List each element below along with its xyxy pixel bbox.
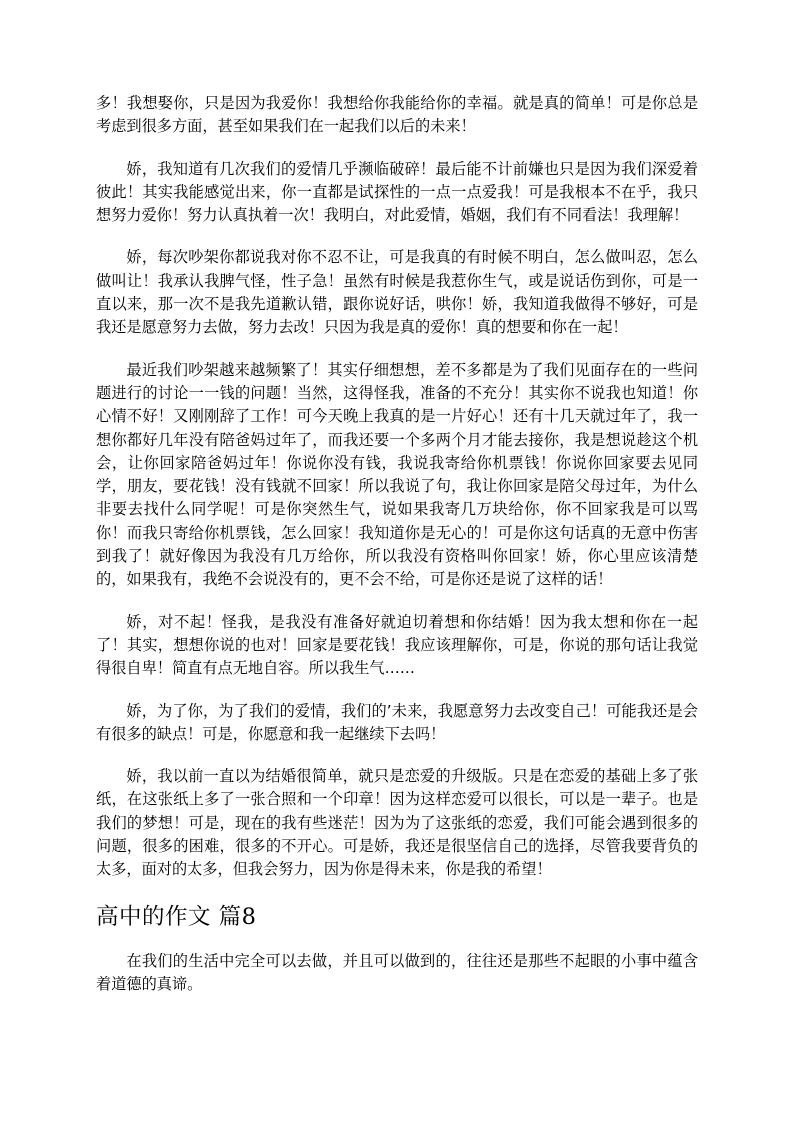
paragraph-2: 娇，我知道有几次我们的爱情几乎濒临破碎！最后能不计前嫌也只是因为我们深爱着彼此！其实我能感觉出来，你一直都是试探性的一点一点爱我！可是我根本不在乎，我只想努力爱你！努力认真执着一次！我明白，对此爱情，婚姻，我们有不同看法！我理解！ <box>96 159 698 225</box>
section-heading: 高中的作文 篇8 <box>96 903 257 930</box>
paragraph-1: 多！我想娶你，只是因为我爱你！我想给你我能给你的幸福。就是真的简单！可是你总是考虑到很多方面，甚至如果我们在一起我们以后的未来！ <box>96 94 698 136</box>
paragraph-3: 娇，每次吵架你都说我对你不忍不让，可是我真的有时候不明白，怎么做叫忍，怎么做叫让！我承认我脾气怪，性子急！虽然有时候是我惹你生气，或是说话伤到你，可是一直以来，那一次不是我先道歉认错，跟你说好话，哄你！娇，我知道我做得不够好，可是我还是愿意努力去做，努力去改！只因为我是真的爱你！真的想要和你在一起！ <box>96 248 698 337</box>
paragraph-6: 娇，为了你，为了我们的爱情，我们的’未来，我愿意努力去改变自己！可能我还是会有很多的缺点！可是，你愿意和我一起继续下去吗！ <box>96 701 698 743</box>
paragraph-4: 最近我们吵架越来越频繁了！其实仔细想想，差不多都是为了我们见面存在的一些问题进行的讨论一一钱的问题！当然，这得怪我，准备的不充分！其实你不说我也知道！你心情不好！又刚刚辞了工作！可今天晚上我真的是一片好心！还有十几天就过年了，我一想你都好几年没有陪爸妈过年了，而我还要一个多两个月才能去接你，我是想说趁这个机会，让你回家陪爸妈过年！你说你没有钱，我说我寄给你机票钱！你说你回家要去见同学，朋友，要花钱！没有钱就不回家！所以我说了句，我让你回家是陪父母过年，为什么非要去找什么同学呢！可是你突然生气，说如果我寄几万块给你，你不回家我是可以骂你！而我只寄给你机票钱，怎么回家！我知道你是无心的！可是你这句话真的无意中伤害到我了！就好像因为我没有几万给你，所以我没有资格叫你回家！娇，你心里应该清楚的，如果我有，我绝不会说没有的，更不会不给，可是你还是说了这样的话！ <box>96 360 698 589</box>
paragraph-8: 在我们的生活中完全可以去做，并且可以做到的，往往还是那些不起眼的小事中蕴含着道德的真谛。 <box>96 951 698 993</box>
paragraph-7: 娇，我以前一直以为结婚很简单，就只是恋爱的升级版。只是在恋爱的基础上多了张纸，在这张纸上多了一张合照和一个印章！因为这样恋爱可以很长，可以是一辈子。也是我们的梦想！可是，现在的我有些迷茫！因为为了这张纸的恋爱，我们可能会遇到很多的问题，很多的困难，很多的不开心。可是娇，我还是很坚信自己的选择，尽管我要背负的太多，面对的太多，但我会努力，因为你是得未来，你是我的希望！ <box>96 767 698 879</box>
document-page <box>96 92 698 1015</box>
paragraph-5: 娇，对不起！怪我，是我没有准备好就迫切着想和你结婚！因为我太想和你在一起了！其实，想想你说的也对！回家是要花钱！我应该理解你，可是，你说的那句话让我觉得很自卑！简直有点无地自容。所以我生气…… <box>96 612 698 678</box>
